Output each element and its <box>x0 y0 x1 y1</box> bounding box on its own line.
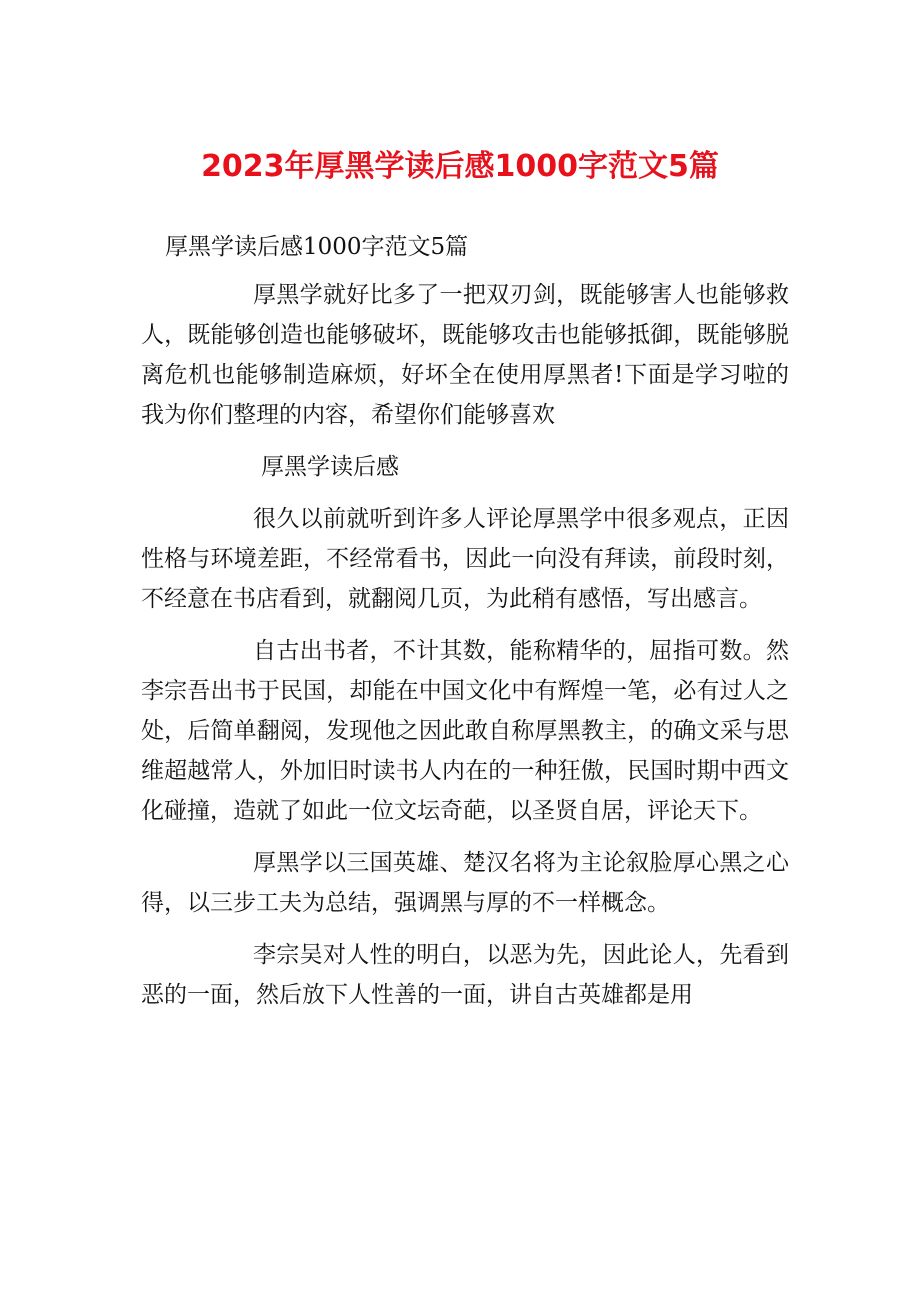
body-paragraph: 厚黑学以三国英雄、楚汉名将为主论叙脸厚心黑之心得，以三步工夫为总结，强调黑与厚的不一样概念。 <box>141 850 789 916</box>
section-heading: 厚黑学读后感 <box>261 454 399 480</box>
body-paragraph: 自古出书者，不计其数，能称精华的，屈指可数。然李宗吾出书于民国，却能在中国文化中有辉煌一笔，必有过人之处，后简单翻阅，发现他之因此敢自称厚黑教主，的确文采与思维超越常人，外加旧时读书人内在的一种狂傲，民国时期中西文化碰撞，造就了如此一位文坛奇葩，以圣贤自居，评论天下。 <box>141 638 789 824</box>
body-paragraph: 李宗吴对人性的明白，以恶为先，因此论人，先看到恶的一面，然后放下人性善的一面，讲自古英雄都是用 <box>141 942 789 1008</box>
document-body <box>141 275 789 1015</box>
body-paragraph: 很久以前就听到许多人评论厚黑学中很多观点，正因性格与环境差距，不经常看书，因此一向没有拜读，前段时刻，不经意在书店看到，就翻阅几页，为此稍有感悟，写出感言。 <box>141 506 789 612</box>
document-subtitle: 厚黑学读后感1000字范文5篇 <box>165 234 469 260</box>
document-title: 2023年厚黑学读后感1000字范文5篇 <box>201 149 719 184</box>
intro-paragraph: 厚黑学就好比多了一把双刃剑，既能够害人也能够救人，既能够创造也能够破坏，既能够攻击也能够抵御，既能够脱离危机也能够制造麻烦，好坏全在使用厚黑者!下面是学习啦的我为你们整理的内容，希望你们能够喜欢 <box>141 282 789 428</box>
